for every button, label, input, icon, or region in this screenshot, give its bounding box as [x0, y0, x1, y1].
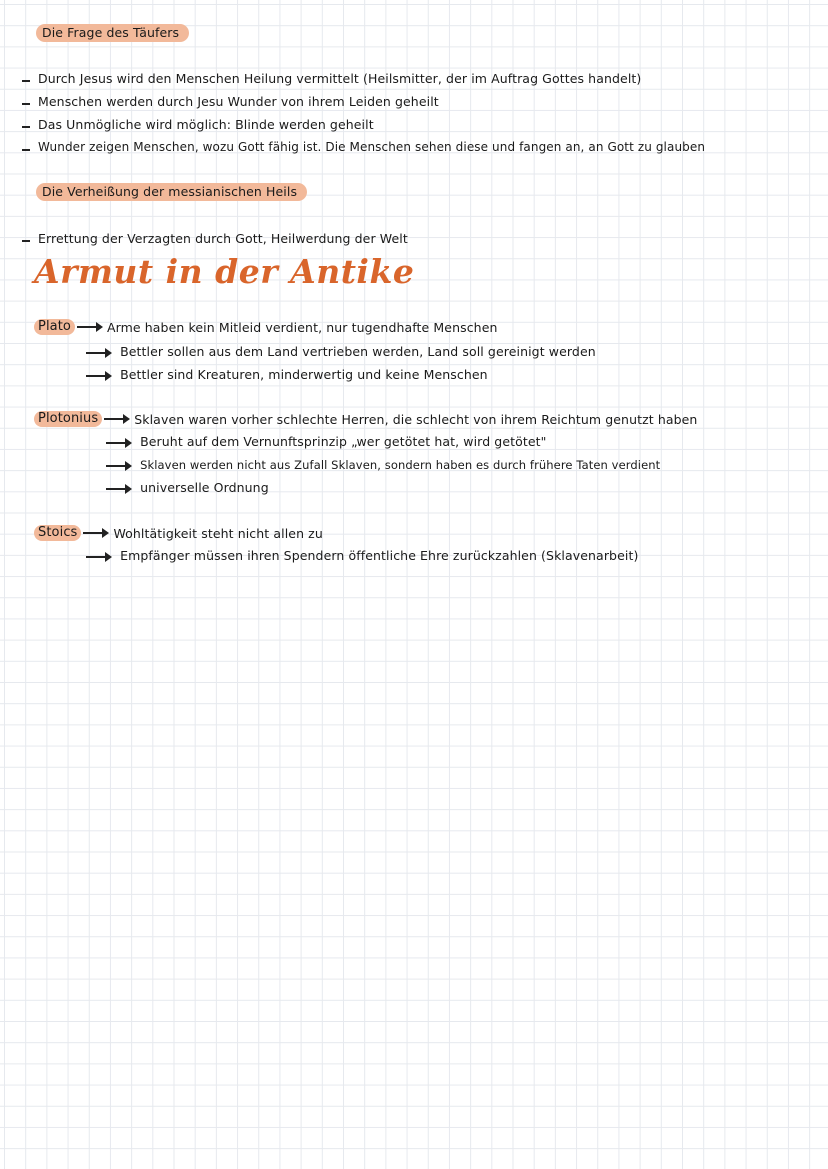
group-point: Beruht auf dem Vernunftsprinzip „wer getötet hat, wird getötet": [140, 434, 547, 449]
group-point: Arme haben kein Mitleid verdient, nur tugendhafte Menschen: [106, 319, 498, 335]
arrow-icon: [77, 326, 101, 328]
group-point: Sklaven waren vorher schlechte Herren, die schlecht von ihrem Reichtum genutzt haben: [134, 411, 698, 427]
group-label-stoics: Stoics: [34, 525, 81, 541]
section2-heading-text: Die Verheißung der messianischen Heils: [36, 183, 307, 201]
group-point: Bettler sind Kreaturen, minderwertig und keine Menschen: [120, 367, 488, 382]
group-stoics: [34, 525, 323, 541]
group-point: Empfänger müssen ihren Spendern öffentliche Ehre zurückzahlen (Sklavenarbeit): [120, 548, 639, 563]
bullet-dash: [22, 126, 30, 128]
arrow-icon: [86, 556, 110, 558]
bullet-dash: [22, 240, 30, 242]
group-plotonius-row-3: [106, 457, 660, 472]
section1-bullet-2: Menschen werden durch Jesu Wunder von ihrem Leiden geheilt: [38, 94, 439, 109]
section1-bullet-1: Durch Jesus wird den Menschen Heilung vermittelt (Heilsmitter, der im Auftrag Gottes handelt): [38, 71, 642, 86]
group-plotonius-row-2: [106, 434, 547, 449]
section2-bullet-1: Errettung der Verzagten durch Gott, Heilwerdung der Welt: [38, 231, 408, 246]
arrow-icon: [104, 418, 128, 420]
section1-bullet-3: Das Unmögliche wird möglich: Blinde werden geheilt: [38, 117, 374, 132]
group-plotonius: [34, 411, 697, 427]
group-stoics-row-1: [34, 525, 323, 541]
group-label-plotonius: Plotonius: [34, 411, 102, 427]
bullet-dash: [22, 149, 30, 151]
section1-heading-text: Die Frage des Täufers: [36, 24, 189, 42]
group-label-plato: Plato: [34, 319, 75, 335]
arrow-icon: [106, 442, 130, 444]
section1-bullet-4: Wunder zeigen Menschen, wozu Gott fähig ist. Die Menschen sehen diese und fangen an, an Gott zu glauben: [38, 140, 706, 154]
group-plotonius-row-4: [106, 480, 269, 495]
bullet-dash: [22, 103, 30, 105]
section2-heading: [36, 184, 307, 199]
group-plato-row-1: [34, 319, 498, 335]
arrow-icon: [106, 465, 130, 467]
group-point: Bettler sollen aus dem Land vertrieben werden, Land soll gereinigt werden: [120, 344, 596, 359]
group-stoics-row-2: [86, 548, 638, 563]
arrow-icon: [86, 352, 110, 354]
bullet-dash: [22, 80, 30, 82]
section1-heading: [36, 25, 189, 40]
arrow-icon: [86, 375, 110, 377]
arrow-icon: [83, 532, 107, 534]
group-plato-row-3: [86, 367, 488, 382]
group-plotonius-row-1: [34, 411, 697, 427]
group-point: Sklaven werden nicht aus Zufall Sklaven, sondern haben es durch frühere Taten verdient: [140, 458, 661, 472]
group-plato-row-2: [86, 344, 596, 359]
arrow-icon: [106, 488, 130, 490]
group-point: Wohltätigkeit steht nicht allen zu: [113, 525, 323, 541]
page-title: Armut in der Antike: [34, 252, 415, 291]
group-plato: [34, 319, 498, 335]
group-point: universelle Ordnung: [140, 480, 269, 495]
